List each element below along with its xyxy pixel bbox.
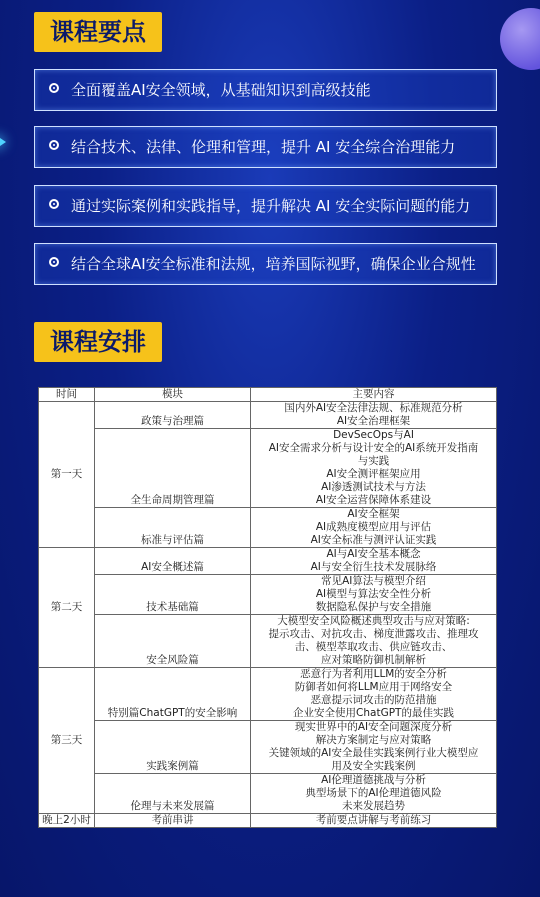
module-cell: 标准与评估篇 — [95, 508, 251, 548]
content-line: 防御者如何将LLM应用于网络安全 — [294, 681, 453, 693]
bullet-icon — [49, 199, 59, 209]
content-line: AI安全需求分析与设计安全的AI系统开发指南 — [268, 442, 479, 454]
content-line: 用及安全实践案例 — [331, 760, 416, 772]
content-line: AI模型与算法安全性分析 — [315, 588, 432, 600]
content-line: DevSecOps与AI — [333, 429, 414, 441]
content-line: AI与AI安全基本概念 — [326, 548, 421, 560]
content-line: AI安全框架 — [347, 508, 400, 520]
module-cell: 实践案例篇 — [95, 721, 251, 774]
highlight-text: 通过实际案例和实践指导，提升解决 AI 安全实际问题的能力 — [71, 197, 471, 215]
content-line: 提示攻击、对抗攻击、梯度泄露攻击、推理攻 — [268, 628, 479, 640]
content-line: 击、模型萃取攻击、供应链攻击、 — [294, 641, 453, 653]
highlight-text: 全面覆盖AI安全领域，从基础知识到高级技能 — [71, 81, 371, 99]
content-line: 应对策略防御机制解析 — [321, 654, 426, 666]
table-row — [39, 575, 497, 615]
highlight-item — [34, 69, 497, 111]
header-content: 主要内容 — [251, 388, 497, 402]
day-cell: 第三天 — [39, 668, 95, 814]
content-line: AI安全测评框架应用 — [326, 468, 421, 480]
schedule-table — [38, 387, 497, 828]
bullet-icon — [49, 83, 59, 93]
decorative-orb — [500, 8, 540, 70]
glow-arrow-icon — [0, 134, 6, 150]
module-cell: 安全风险篇 — [95, 615, 251, 668]
header-time: 时间 — [39, 388, 95, 402]
table-row — [39, 615, 497, 668]
content-cell — [251, 548, 497, 575]
module-cell: 特别篇ChatGPT的安全影响 — [95, 668, 251, 721]
content-line: AI安全治理框架 — [336, 415, 411, 427]
module-cell: 伦理与未来发展篇 — [95, 774, 251, 814]
table-row — [39, 774, 497, 814]
content-cell: 考前要点讲解与考前练习 — [251, 814, 497, 828]
content-line: 典型场景下的AI伦理道德风险 — [305, 787, 442, 799]
bullet-icon — [49, 257, 59, 267]
content-line: AI与安全衍生技术发展脉络 — [310, 561, 437, 573]
bullet-icon — [49, 140, 59, 150]
content-line: 与实践 — [357, 455, 390, 467]
table-row — [39, 548, 497, 575]
content-cell — [251, 668, 497, 721]
highlight-text: 结合技术、法律、伦理和管理，提升 AI 安全综合治理能力 — [71, 138, 456, 156]
table-row — [39, 814, 497, 828]
content-line: AI成熟度模型应用与评估 — [315, 521, 432, 533]
content-cell — [251, 508, 497, 548]
content-line: AI安全标准与测评认证实践 — [310, 534, 437, 546]
table-row — [39, 508, 497, 548]
highlights-title: 课程要点 — [34, 12, 162, 52]
content-line: 现实世界中的AI安全问题深度分析 — [294, 721, 453, 733]
module-cell: 政策与治理篇 — [95, 402, 251, 429]
content-line: 恶意行为者利用LLM的安全分析 — [300, 668, 447, 680]
table-row — [39, 429, 497, 508]
module-cell: 考前串讲 — [95, 814, 251, 828]
highlight-item — [34, 126, 497, 168]
highlight-item — [34, 243, 497, 285]
content-line: 常见AI算法与模型介绍 — [321, 575, 426, 587]
content-line: 大模型安全风险概述典型攻击与应对策略: — [277, 615, 470, 627]
content-cell — [251, 774, 497, 814]
content-line: 关键领域的AI安全最佳实践案例行业大模型应 — [268, 747, 479, 759]
module-cell: 技术基础篇 — [95, 575, 251, 615]
content-line: 解决方案制定与应对策略 — [315, 734, 432, 746]
content-line: AI安全运营保障体系建设 — [315, 494, 432, 506]
content-line: AI伦理道德挑战与分析 — [321, 774, 426, 786]
content-line: AI渗透测试技术与方法 — [321, 481, 426, 493]
content-line: 数据隐私保护与安全措施 — [315, 601, 432, 613]
content-cell — [251, 721, 497, 774]
module-cell: 全生命周期管理篇 — [95, 429, 251, 508]
table-row — [39, 402, 497, 429]
table-header-row — [39, 388, 497, 402]
content-line: 企业安全使用ChatGPT的最佳实践 — [293, 707, 454, 719]
content-cell — [251, 429, 497, 508]
table-row — [39, 668, 497, 721]
table-row — [39, 721, 497, 774]
content-line: 恶意提示词攻击的防范措施 — [310, 694, 437, 706]
content-line: 国内外AI安全法律法规、标准规范分析 — [284, 402, 463, 414]
schedule-title: 课程安排 — [34, 322, 162, 362]
module-cell: AI安全概述篇 — [95, 548, 251, 575]
content-cell — [251, 402, 497, 429]
header-module: 模块 — [95, 388, 251, 402]
day-cell: 晚上2小时 — [39, 814, 95, 828]
content-cell — [251, 575, 497, 615]
highlight-text: 结合全球AI安全标准和法规，培养国际视野，确保企业合规性 — [71, 255, 476, 273]
day-cell: 第一天 — [39, 402, 95, 548]
content-line: 未来发展趋势 — [342, 800, 405, 812]
content-cell — [251, 615, 497, 668]
highlight-item — [34, 185, 497, 227]
day-cell: 第二天 — [39, 548, 95, 668]
